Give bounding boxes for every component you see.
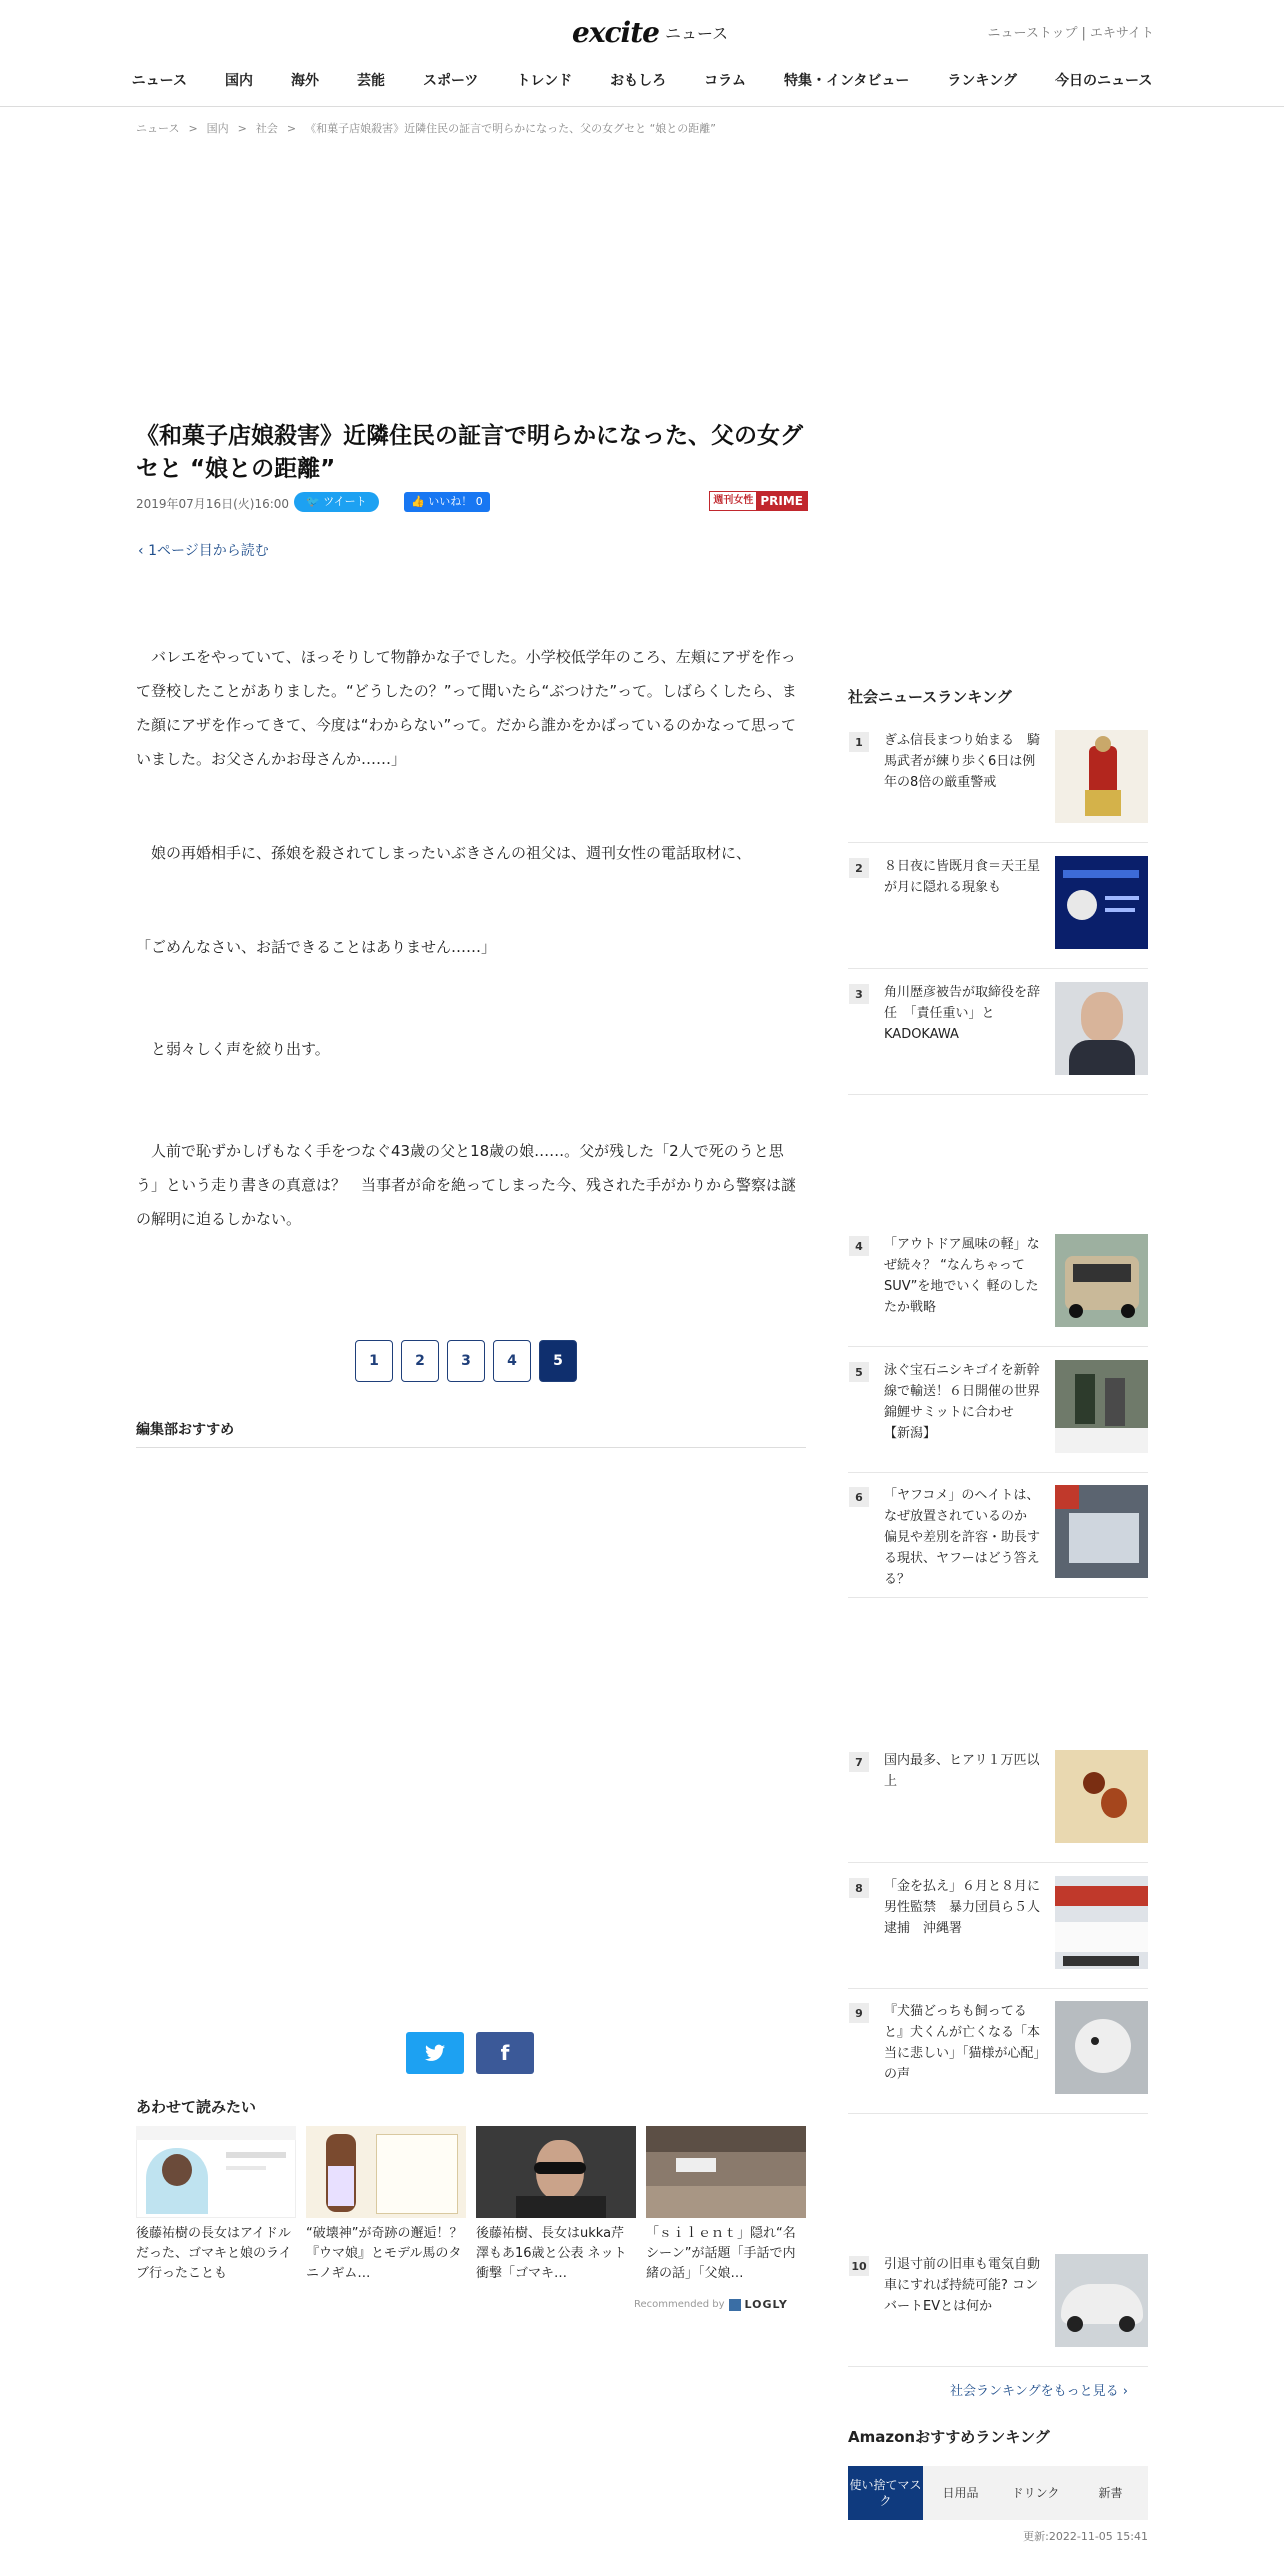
article-date: 2019年07月16日(火)16:00 xyxy=(136,497,290,511)
tweet-label: ツイート xyxy=(323,495,367,508)
related-thumb xyxy=(306,2126,466,2218)
twitter-icon xyxy=(425,2044,445,2062)
article-title: 《和菓子店娘殺害》近隣住民の証言で明らかになった、父の女グセと “娘との距離” xyxy=(136,423,803,482)
ranking-item[interactable] xyxy=(848,1362,1148,1473)
nav-entertainment[interactable]: 芸能 xyxy=(356,73,385,89)
logly-logo-icon xyxy=(729,2299,741,2311)
ranking-title: 国内最多、ヒアリ１万匹以上 xyxy=(884,1753,1040,1789)
page-5-button[interactable]: 5 xyxy=(539,1340,577,1382)
related-thumb xyxy=(136,2126,296,2218)
related-caption: 後藤祐樹、長女はukka芹澤もあ16歳と公表 ネット衝撃「ゴマキ… xyxy=(476,2226,627,2281)
paragraph: 人前で恥ずかしげもなく手をつなぐ43歳の父と18歳の娘……。父が残した「2人で死のうと思う」という走り書きの真意は？ 当事者が命を絶ってしまった今、残された手がかりから警察は謎の解明に迫るしかない。 xyxy=(136,1142,797,1228)
nav-feature[interactable]: 特集・インタビュー xyxy=(783,73,910,89)
related-caption: 「ｓｉｌｅｎｔ」隠れ“名シーン”が話題「手話で内緒の話」「父娘… xyxy=(646,2226,796,2281)
page-3-button[interactable]: 3 xyxy=(447,1340,485,1382)
ranking-item[interactable] xyxy=(848,732,1148,843)
ranking-number: 8 xyxy=(849,1878,869,1898)
related-card[interactable] xyxy=(476,2126,636,2284)
like-label: いいね！ 0 xyxy=(428,495,483,508)
pagination xyxy=(355,1340,577,1382)
excite-link[interactable]: エキサイト xyxy=(1089,26,1154,41)
ranking-thumb xyxy=(1055,856,1148,949)
shukan-josei-prime-logo[interactable] xyxy=(709,491,808,511)
related-caption: 後藤祐樹の長女はアイドルだった、ゴマキと娘のライブ行ったことも xyxy=(136,2226,292,2281)
paragraph: と弱々しく声を絞り出す。 xyxy=(136,1040,330,1058)
excite-news-logo[interactable] xyxy=(572,12,728,52)
ranking-title: ぎふ信長まつり始まる 騎馬武者が練り歩く6日は例年の8倍の厳重警戒 xyxy=(884,733,1041,790)
amazon-tab-books[interactable]: 新書 xyxy=(1073,2466,1148,2520)
ranking-item[interactable] xyxy=(848,1236,1148,1347)
more-ranking-label: 社会ランキングをもっと見る xyxy=(950,2384,1119,2399)
nav-funny[interactable]: おもしろ xyxy=(610,73,667,89)
thumbs-up-icon: 👍 xyxy=(411,495,429,508)
ranking-title: 「アウトドア風味の軽」なぜ続々？ “なんちゃってSUV”を地でいく 軽のしたたか戦略 xyxy=(884,1237,1040,1315)
ranking-number: 1 xyxy=(849,732,869,752)
ranking-title: 『犬猫どっちも飼ってると』犬くんが亡くなる「本当に悲しい」「猫様が心配」の声 xyxy=(884,2004,1041,2082)
ranking-number: 2 xyxy=(849,858,869,878)
amazon-tab-drink[interactable]: ドリンク xyxy=(998,2466,1073,2520)
logo-text: excite xyxy=(572,15,659,49)
ranking-item[interactable] xyxy=(848,1487,1148,1598)
twitter-share-button[interactable] xyxy=(406,2032,464,2074)
facebook-like-button[interactable] xyxy=(404,492,490,512)
ranking-heading: 社会ニュースランキング xyxy=(848,688,1012,706)
logly-label: LOGLY xyxy=(744,2298,788,2311)
related-thumb xyxy=(646,2126,806,2218)
page-4-button[interactable]: 4 xyxy=(493,1340,531,1382)
related-thumb xyxy=(476,2126,636,2218)
nav-trend[interactable]: トレンド xyxy=(516,73,573,89)
breadcrumb-society[interactable]: 社会 xyxy=(255,122,278,135)
amazon-updated: 更新:2022-11-05 15:41 xyxy=(1023,2530,1148,2543)
related-card[interactable] xyxy=(306,2126,466,2284)
global-nav xyxy=(0,70,1284,90)
amazon-heading: Amazonおすすめランキング xyxy=(848,2428,1050,2446)
amazon-tab-masks[interactable]: 使い捨てマスク xyxy=(848,2466,923,2520)
page1-link-label: 1ページ目から読む xyxy=(148,543,269,559)
breadcrumb-news[interactable]: ニュース xyxy=(136,122,180,135)
ranking-item[interactable] xyxy=(848,1752,1148,1863)
page-2-button[interactable]: 2 xyxy=(401,1340,439,1382)
recommended-label: Recommended by xyxy=(634,2299,725,2310)
paragraph: 娘の再婚相手に、孫娘を殺されてしまったいぶきさんの祖父は、週刊女性の電話取材に、 xyxy=(136,844,752,862)
facebook-icon: f xyxy=(500,2041,510,2065)
ranking-title: 「金を払え」６月と８月に男性監禁 暴力団員ら５人逮捕 沖縄署 xyxy=(884,1879,1041,1936)
ranking-number: 6 xyxy=(849,1487,869,1507)
ranking-thumb xyxy=(1055,1360,1148,1453)
nav-domestic[interactable]: 国内 xyxy=(224,73,253,89)
nav-today[interactable]: 今日のニュース xyxy=(1055,73,1153,89)
page-1-button[interactable]: 1 xyxy=(355,1340,393,1382)
chevron-left-icon: ‹ xyxy=(138,543,149,559)
tweet-button[interactable] xyxy=(294,492,379,512)
ranking-thumb xyxy=(1055,1485,1148,1578)
related-articles xyxy=(136,2126,806,2284)
ranking-thumb xyxy=(1055,730,1148,823)
ranking-thumb xyxy=(1055,1234,1148,1327)
nav-column[interactable]: コラム xyxy=(704,73,746,89)
source-logo-a: 週刊女性 xyxy=(710,492,756,510)
nav-ranking[interactable]: ランキング xyxy=(947,73,1018,89)
ranking-number: 5 xyxy=(849,1362,869,1382)
nav-news[interactable]: ニュース xyxy=(131,73,187,89)
read-from-page1-link[interactable] xyxy=(138,540,269,560)
ranking-number: 7 xyxy=(849,1752,869,1772)
ranking-number: 9 xyxy=(849,2003,869,2023)
twitter-bird-icon: 🐦 xyxy=(306,495,324,508)
ranking-title: 引退寸前の旧車も電気自動車にすれば持続可能? コンバートEVとは何か xyxy=(884,2257,1041,2314)
top-links: ニューストップ | エキサイト xyxy=(987,26,1154,41)
article-body xyxy=(136,640,806,1236)
ranking-title: 角川歴彦被告が取締役を辞任 「責任重い」とKADOKAWA xyxy=(884,985,1041,1042)
ranking-title: ８日夜に皆既月食＝天王星が月に隠れる現象も xyxy=(884,859,1041,895)
more-ranking-link[interactable] xyxy=(950,2380,1128,2399)
ranking-title: 泳ぐ宝石ニシキゴイを新幹線で輸送！６日開催の世界錦鯉サミットに合わせ 【新潟】 xyxy=(884,1363,1041,1441)
ranking-number: 3 xyxy=(849,984,869,1004)
ranking-thumb xyxy=(1055,982,1148,1075)
paragraph: バレエをやっていて、ほっそりして物静かな子でした。小学校低学年のころ、左頬にアザを作って登校したことがありました。“どうしたの？”って聞いたら“ぶつけた”って。しばらくしたら、また顔にアザを作ってきて、今度は“わからない”って。だから誰かをかばっているのかなって思っていました。お父さんかお母さんか……」 xyxy=(136,648,797,768)
facebook-share-button[interactable] xyxy=(476,2032,534,2074)
editor-pick-heading: 編集部おすすめ xyxy=(136,1419,806,1448)
logo-sub: ニュース xyxy=(664,23,729,43)
related-card[interactable] xyxy=(136,2126,296,2284)
ranking-number: 10 xyxy=(849,2256,869,2276)
breadcrumb-domestic[interactable]: 国内 xyxy=(206,122,229,135)
ranking-item[interactable] xyxy=(848,2003,1148,2114)
news-top-link[interactable]: ニューストップ xyxy=(987,26,1078,41)
amazon-tab-daily[interactable]: 日用品 xyxy=(923,2466,998,2520)
related-card[interactable] xyxy=(646,2126,806,2284)
breadcrumb: ニュース > 国内 > 社会 > 《和菓子店娘殺害》近隣住民の証言で明らかになった、父の女グセと “娘との距離” xyxy=(136,122,717,135)
share-buttons xyxy=(406,2032,534,2074)
breadcrumb-current: 《和菓子店娘殺害》近隣住民の証言で明らかになった、父の女グセと “娘との距離” xyxy=(305,122,717,135)
related-caption: “破壊神”が奇跡の邂逅！？『ウマ娘』とモデル馬のタニノギム… xyxy=(306,2226,463,2281)
related-heading: あわせて読みたい xyxy=(136,2098,257,2116)
nav-sports[interactable]: スポーツ xyxy=(422,73,479,89)
paragraph: 「ごめんなさい、お話できることはありません……」 xyxy=(136,938,497,956)
source-logo-b: PRIME xyxy=(756,492,807,510)
ranking-item[interactable] xyxy=(848,858,1148,969)
amazon-tabs xyxy=(848,2466,1148,2520)
ranking-thumb xyxy=(1055,2254,1148,2347)
ranking-title: 「ヤフコメ」のヘイトは、なぜ放置されているのか 偏見や差別を許容・助長する現状、ヤフーはどう答える？ xyxy=(884,1488,1041,1587)
ranking-item[interactable] xyxy=(848,1878,1148,1989)
nav-world[interactable]: 海外 xyxy=(290,73,319,89)
ranking-thumb xyxy=(1055,1876,1148,1969)
article-meta xyxy=(136,491,808,515)
ranking-thumb xyxy=(1055,1750,1148,1843)
ranking-number: 4 xyxy=(849,1236,869,1256)
site-header xyxy=(0,0,1284,107)
recommended-by[interactable] xyxy=(634,2298,788,2311)
ranking-item[interactable] xyxy=(848,2256,1148,2367)
chevron-right-icon: › xyxy=(1118,2384,1128,2399)
ranking-item[interactable] xyxy=(848,984,1148,1095)
ranking-thumb xyxy=(1055,2001,1148,2094)
